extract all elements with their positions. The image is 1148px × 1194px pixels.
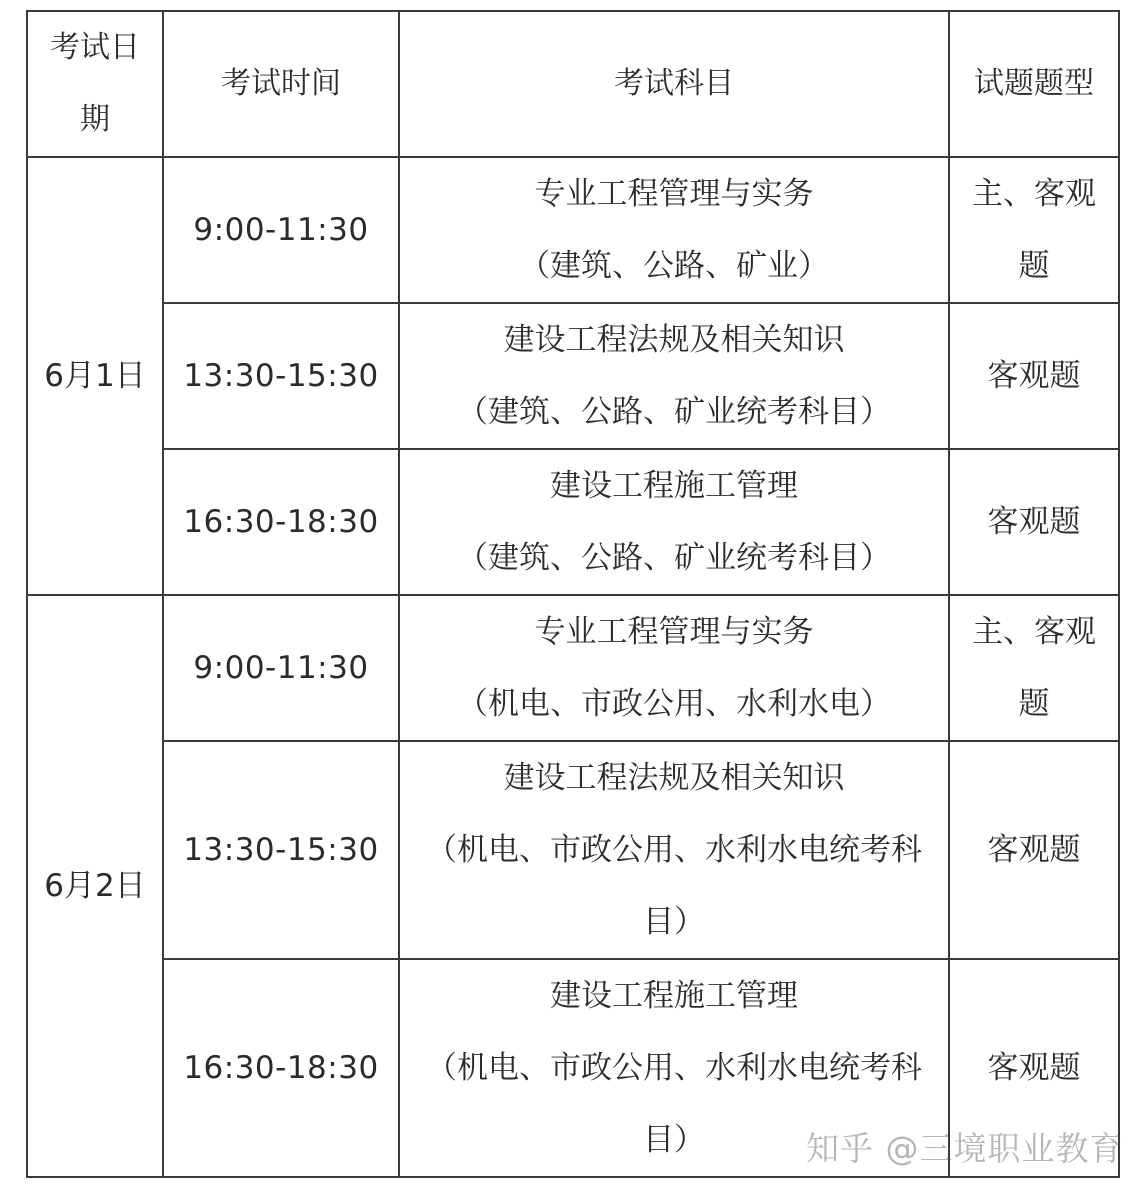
subject-cell xyxy=(399,157,949,303)
date-cell-day2: 6月2日 xyxy=(27,595,163,1177)
header-date-label: 考试日期 xyxy=(50,30,140,137)
table-row xyxy=(27,303,1119,449)
subject-name: 专业工程管理与实务 xyxy=(534,176,814,212)
subject-name: 建设工程施工管理 xyxy=(550,468,798,504)
subject-scope: （机电、市政公用、水利水电统考科目） xyxy=(426,1050,922,1158)
subject-name: 专业工程管理与实务 xyxy=(534,614,814,650)
table-row xyxy=(27,157,1119,303)
time-cell: 13:30-15:30 xyxy=(163,303,399,449)
type-cell: 客观题 xyxy=(949,741,1119,959)
time-cell: 9:00-11:30 xyxy=(163,595,399,741)
type-cell: 客观题 xyxy=(949,303,1119,449)
table-header-row xyxy=(27,11,1119,157)
exam-schedule-table xyxy=(26,10,1120,1178)
type-cell: 客观题 xyxy=(949,449,1119,595)
header-date xyxy=(27,11,163,157)
subject-scope: （建筑、公路、矿业） xyxy=(519,248,829,284)
subject-scope: （机电、市政公用、水利水电统考科目） xyxy=(426,832,922,940)
table-row xyxy=(27,449,1119,595)
header-time: 考试时间 xyxy=(163,11,399,157)
subject-scope: （建筑、公路、矿业统考科目） xyxy=(457,540,891,576)
subject-cell xyxy=(399,303,949,449)
subject-scope: （建筑、公路、矿业统考科目） xyxy=(457,394,891,430)
time-cell: 16:30-18:30 xyxy=(163,959,399,1177)
type-cell: 客观题 xyxy=(949,959,1119,1177)
subject-cell xyxy=(399,449,949,595)
table-row xyxy=(27,595,1119,741)
table-row xyxy=(27,741,1119,959)
header-subject: 考试科目 xyxy=(399,11,949,157)
type-cell: 主、客观题 xyxy=(949,157,1119,303)
watermark: 知乎 @三境职业教育 xyxy=(806,1129,1124,1168)
time-cell: 9:00-11:30 xyxy=(163,157,399,303)
subject-name: 建设工程法规及相关知识 xyxy=(503,760,845,796)
subject-name: 建设工程施工管理 xyxy=(550,978,798,1014)
subject-name: 建设工程法规及相关知识 xyxy=(503,322,845,358)
time-cell: 16:30-18:30 xyxy=(163,449,399,595)
header-type: 试题题型 xyxy=(949,11,1119,157)
subject-cell xyxy=(399,741,949,959)
subject-cell xyxy=(399,595,949,741)
date-cell-day1: 6月1日 xyxy=(27,157,163,595)
type-cell: 主、客观题 xyxy=(949,595,1119,741)
time-cell: 13:30-15:30 xyxy=(163,741,399,959)
subject-scope: （机电、市政公用、水利水电） xyxy=(457,686,891,722)
